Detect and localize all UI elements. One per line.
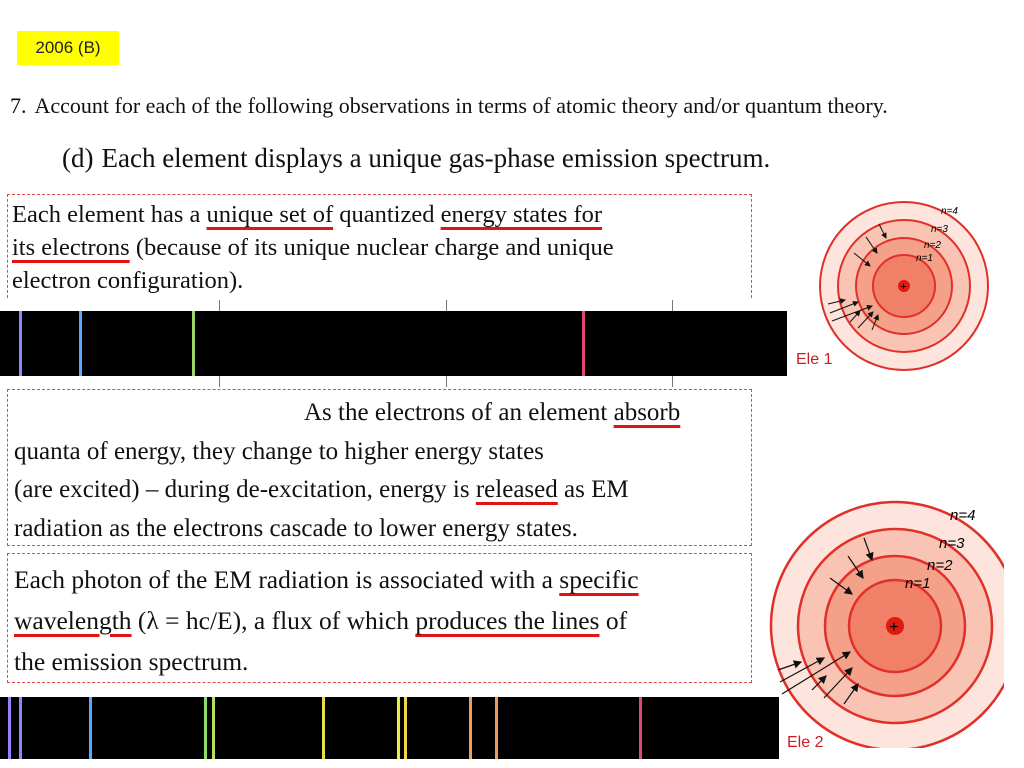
spectral-line — [582, 311, 585, 376]
spectral-line — [8, 697, 11, 759]
underlined-phrase: unique set of — [206, 201, 334, 228]
spectral-line — [204, 697, 207, 759]
bohr-atom-diagram-1 — [814, 198, 994, 378]
text-span: Each element has a — [12, 201, 207, 228]
level-label-n1: n=1 — [916, 253, 933, 264]
level-label-n1: n=1 — [905, 575, 931, 592]
underlined-phrase: its electrons — [12, 234, 130, 261]
text-span: radiation as the electrons cascade to lower energy states. — [14, 514, 578, 542]
year-tag: 2006 (B) — [17, 31, 119, 65]
spectral-line — [469, 697, 472, 759]
nucleus-label: + — [900, 281, 907, 293]
answer-text-3 — [14, 559, 639, 682]
question-text: Account for each of the following observations in terms of atomic theory and/or quantum theory. — [34, 93, 888, 118]
answer-text-2 — [14, 394, 680, 548]
answer-text-1 — [12, 198, 614, 297]
text-span: electron configuration). — [12, 267, 244, 294]
spectral-line — [19, 697, 22, 759]
text-span: As the electrons of an element — [304, 399, 614, 426]
question-line — [10, 93, 888, 119]
spectral-line — [404, 697, 407, 759]
level-label-n4: n=4 — [941, 206, 958, 217]
level-label-n2: n=2 — [924, 240, 941, 251]
underlined-phrase: released — [475, 476, 558, 503]
axis-tick — [446, 376, 447, 387]
axis-tick — [672, 300, 673, 311]
spectral-line — [89, 697, 92, 759]
spectral-line — [19, 311, 22, 376]
spectral-line — [192, 311, 195, 376]
spectral-line — [397, 697, 400, 759]
emission-spectrum-2 — [0, 697, 779, 759]
spectral-line — [212, 697, 215, 759]
text-span: quanta of energy, they change to higher energy states — [14, 437, 544, 465]
level-label-n3: n=3 — [939, 535, 965, 552]
text-span: quantized — [333, 201, 441, 228]
axis-tick — [219, 376, 220, 387]
level-label-n4: n=4 — [950, 507, 976, 524]
level-label-n2: n=2 — [927, 557, 953, 574]
underlined-phrase: specific — [559, 565, 639, 594]
underlined-phrase: absorb — [613, 399, 681, 426]
axis-tick — [219, 300, 220, 311]
nucleus-label: + — [889, 619, 899, 636]
element-2-label: Ele 2 — [787, 734, 824, 751]
text-span: as EM — [557, 476, 629, 503]
spectral-line — [79, 311, 82, 376]
part-d-line — [62, 143, 770, 174]
question-number: 7. — [10, 93, 27, 118]
part-label: (d) — [62, 143, 94, 173]
part-text: Each element displays a unique gas-phase emission spectrum. — [101, 143, 771, 173]
text-span: Each photon of the EM radiation is associated with a — [14, 565, 560, 594]
emission-spectrum-1 — [0, 311, 787, 376]
text-span: (because of its unique nuclear charge and unique — [129, 234, 614, 261]
underlined-phrase: energy states for — [440, 201, 603, 228]
underlined-phrase: produces the lines — [415, 606, 600, 635]
bohr-atom-diagram-2 — [764, 498, 1004, 748]
underlined-phrase: wavelength — [14, 606, 132, 635]
text-span: the emission spectrum. — [14, 647, 249, 676]
spectral-line — [639, 697, 642, 759]
text-span: (λ = hc/E), a flux of which — [131, 606, 416, 635]
spectral-line — [495, 697, 498, 759]
text-span: of — [599, 606, 628, 635]
text-span: (are excited) – during de-excitation, energy is — [14, 476, 476, 503]
level-label-n3: n=3 — [931, 224, 948, 235]
axis-tick — [446, 300, 447, 311]
axis-tick — [672, 376, 673, 387]
spectral-line — [322, 697, 325, 759]
element-1-label: Ele 1 — [796, 351, 833, 368]
